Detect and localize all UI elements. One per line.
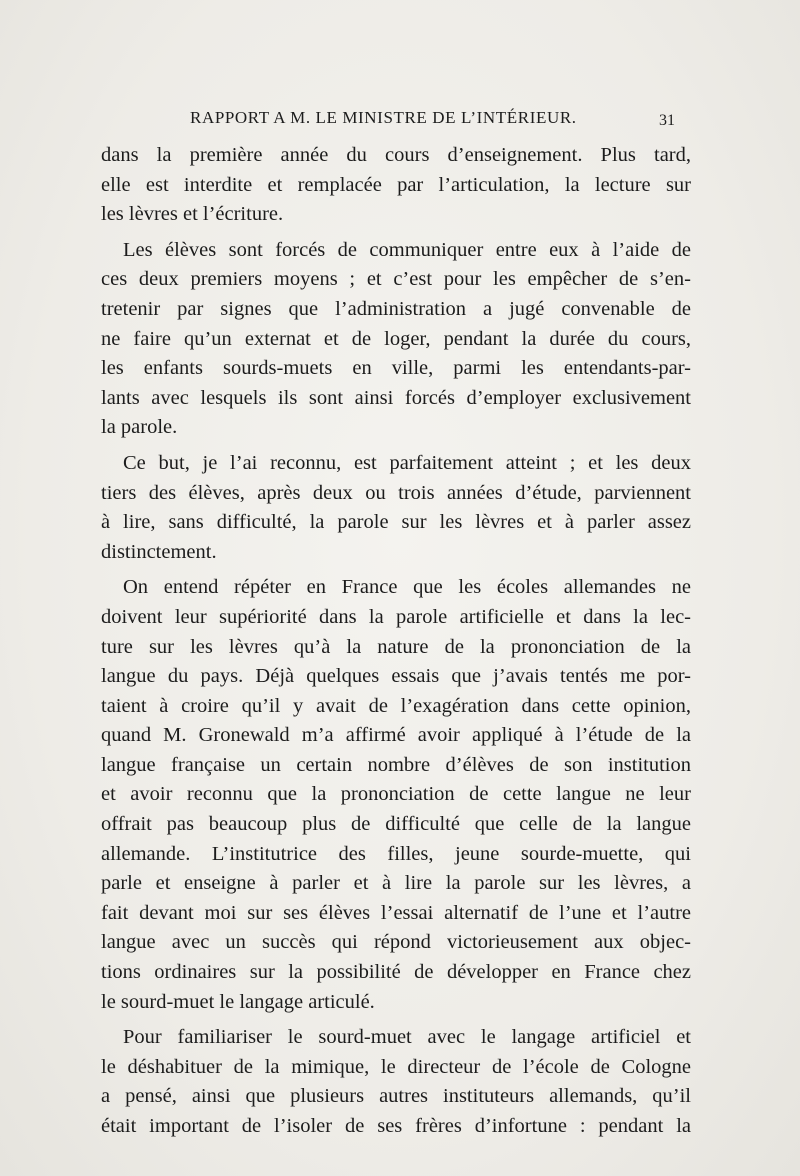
body-text	[101, 141, 691, 1142]
paragraph	[101, 1023, 691, 1141]
text-line: ture sur les lèvres qu’à la nature de la prononciation de la	[101, 635, 691, 658]
text-line: a pensé, ainsi que plusieurs autres instituteurs allemands, qu’il	[101, 1085, 691, 1108]
text-line: ne faire qu’un externat et de loger, pendant la durée du cours,	[101, 327, 691, 350]
text-line: dans la première année du cours d’enseignement. Plus tard,	[101, 144, 691, 166]
text-line: tiers des élèves, après deux ou trois années d’étude, parviennent	[101, 481, 691, 504]
text-line: le déshabituer de la mimique, le directeur de l’école de Cologne	[101, 1055, 691, 1078]
paragraph	[101, 573, 691, 1017]
text-line: tretenir par signes que l’administration a jugé convenable de	[101, 297, 691, 320]
text-line: langue française un certain nombre d’élèves de son institution	[101, 753, 691, 776]
text-line: quand M. Gronewald m’a affirmé avoir appliqué à l’étude de la	[101, 724, 691, 747]
text-line: On entend répéter en France que les écoles allemandes ne	[123, 576, 691, 599]
text-line: doivent leur supériorité dans la parole artificielle et dans la lec-	[101, 605, 691, 628]
text-line: distinctement.	[101, 540, 217, 563]
text-line: langue du pays. Déjà quelques essais que j’avais tentés me por-	[101, 665, 691, 688]
text-line: lants avec lesquels ils sont ainsi forcés d’employer exclusivement	[101, 386, 691, 409]
text-line: ces deux premiers moyens ; et c’est pour les empêcher de s’en-	[101, 268, 691, 291]
paragraph	[101, 236, 691, 443]
paragraph	[101, 449, 691, 567]
page-header	[190, 104, 690, 134]
text-line: langue avec un succès qui répond victorieusement aux objec-	[101, 931, 691, 954]
text-line: le sourd-muet le langage articulé.	[101, 990, 375, 1013]
page-number: 31	[659, 112, 675, 129]
text-line: à lire, sans difficulté, la parole sur les lèvres et à parler assez	[101, 511, 691, 534]
text-line: la parole.	[101, 416, 178, 439]
text-line: parle et enseigne à parler et à lire la parole sur les lèvres, a	[101, 872, 691, 895]
text-line: offrait pas beaucoup plus de difficulté que celle de la langue	[101, 813, 691, 836]
text-line: fait devant moi sur ses élèves l’essai alternatif de l’une et l’autre	[101, 901, 691, 924]
text-line: elle est interdite et remplacée par l’articulation, la lecture sur	[101, 173, 691, 196]
text-line: Les élèves sont forcés de communiquer entre eux à l’aide de	[123, 238, 691, 261]
text-line: les enfants sourds-muets en ville, parmi les entendants-par-	[101, 357, 691, 380]
text-line: Ce but, je l’ai reconnu, est parfaitement atteint ; et les deux	[123, 451, 691, 474]
text-line: était important de l’isoler de ses frères d’infortune : pendant la	[101, 1115, 691, 1137]
paragraph	[101, 141, 691, 230]
text-line: taient à croire qu’il y avait de l’exagération dans cette opinion,	[101, 694, 691, 717]
text-line: et avoir reconnu que la prononciation de cette langue ne leur	[101, 783, 691, 806]
text-line: les lèvres et l’écriture.	[101, 203, 284, 226]
running-title: RAPPORT A M. LE MINISTRE DE L’INTÉRIEUR.	[190, 108, 577, 127]
text-line: allemande. L’institutrice des filles, jeune sourde-muette, qui	[101, 842, 691, 865]
text-line: tions ordinaires sur la possibilité de développer en France chez	[101, 961, 691, 984]
text-line: Pour familiariser le sourd-muet avec le langage artificiel et	[123, 1026, 691, 1049]
